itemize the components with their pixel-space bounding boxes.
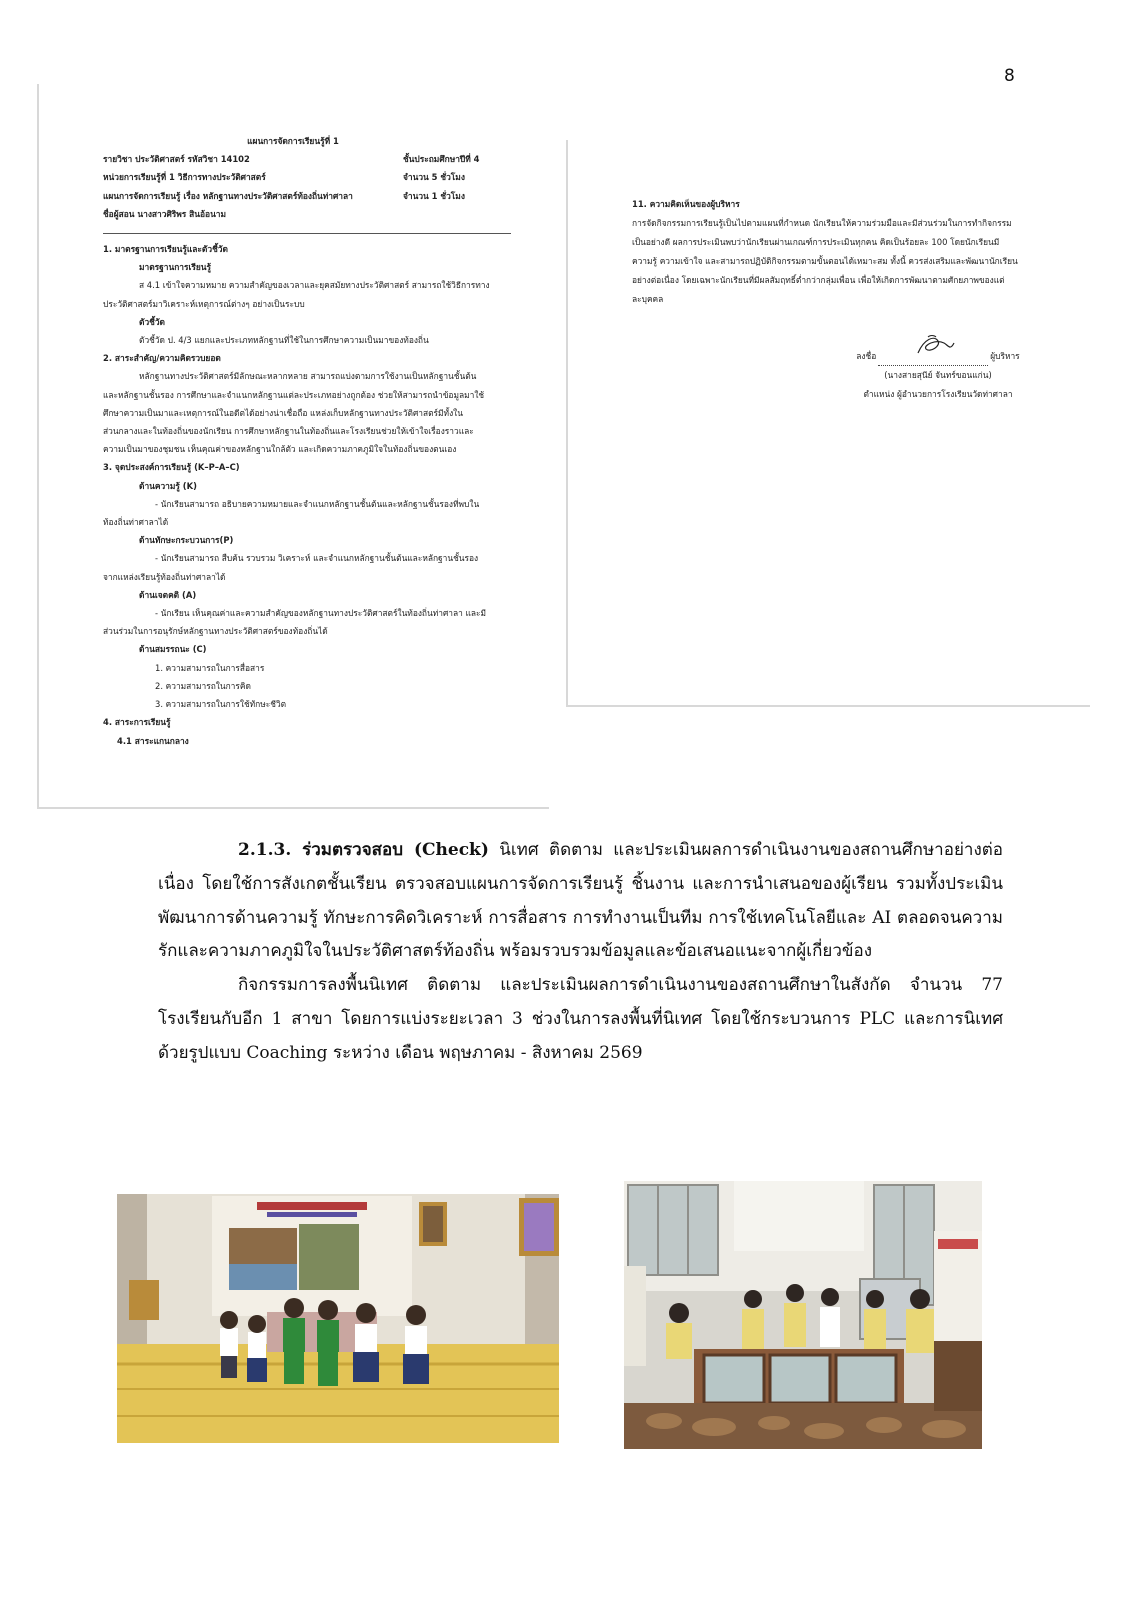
header-left: ชื่อผู้สอน นางสาวศิริพร สินอ้อนาม [103,208,227,219]
lesson-plan-line: หลักฐานทางประวัติศาสตร์มีลักษณะหลากหลาย สามารถแบ่งตามการใช้งานเป็นหลักฐานชั้นต้น [139,371,477,382]
admin-comment-text [632,214,1050,309]
lesson-plan-title: แผนการจัดการเรียนรู้ที่ 1 [247,136,339,146]
lesson-plan-line: 4. สาระการเรียนรู้ [103,717,171,728]
admin-comment-line: อย่างต่อเนื่อง โดยเฉพาะนักเรียนที่มีผลสัมฤทธิ์ต่ำกว่ากลุ่มเพื่อน เพื่อให้เกิดการพัฒนาตามศักยภาพของแต่ [632,275,1005,285]
lesson-plan-line: จากแหล่งเรียนรู้ท้องถิ่นท่าศาลาได้ [103,571,226,582]
header-row [103,205,549,223]
lesson-plan-line: ส่วนกลางและในท้องถิ่นของนักเรียน การศึกษาหลักฐานในท้องถิ่นและโรงเรียนช่วยให้เข้าใจเรื่องราวและ [103,426,474,437]
check-paragraph [158,834,1003,969]
header-left: หน่วยการเรียนรู้ที่ 1 วิธีการทางประวัติศาสตร์ [103,172,266,183]
header-divider [103,233,511,234]
sign-suffix: ผู้บริหาร [990,351,1020,361]
header-right: ชั้นประถมศึกษาปีที่ 4 [403,154,480,165]
lesson-plan-body [103,240,549,750]
admin-comment-line: เป็นอย่างดี ผลการประเมินพบว่านักเรียนผ่านเกณฑ์การประเมินทุกคน คิดเป็นร้อยละ 100 โดยนักเรียนมี [632,237,1000,247]
signature-block [853,347,1023,404]
photo-local-history-museum [624,1181,982,1449]
lesson-plan-scan [37,84,549,809]
lesson-plan-line: มาตรฐานการเรียนรู้ [139,262,211,273]
lesson-plan-line: ด้านความรู้ (K) [139,480,197,491]
lesson-plan-line: ส 4.1 เข้าใจความหมาย ความสำคัญของเวลาและยุคสมัยทางประวัติศาสตร์ สามารถใช้วิธีการทาง [139,280,490,291]
lesson-plan-header [103,150,549,223]
lesson-plan-line: ประวัติศาสตร์มาวิเคราะห์เหตุการณ์ต่างๆ อย่างเป็นระบบ [103,298,305,309]
photo-student-presentation [117,1194,559,1443]
header-row [103,187,549,205]
lesson-plan-line: - นักเรียน เห็นคุณค่าและความสำคัญของหลักฐานทางประวัติศาสตร์ในท้องถิ่นท่าศาลา และมี [155,608,487,619]
header-left: รายวิชา ประวัติศาสตร์ รหัสวิชา 14102 [103,154,250,165]
header-row [103,150,549,168]
page-number: 8 [1004,66,1015,86]
handwritten-signature [914,331,958,361]
lesson-plan-line: ท้องถิ่นท่าศาลาได้ [103,517,169,528]
lesson-plan-line: - นักเรียนสามารถ อธิบายความหมายและจำแนกหลักฐานชั้นต้นและหลักฐานชั้นรองที่พบใน [155,498,480,509]
lesson-plan-line: 1. มาตรฐานการเรียนรู้และตัวชี้วัด [103,244,228,255]
signer-position: ตำแหน่ง ผู้อำนวยการโรงเรียนวัดท่าศาลา [863,389,1013,399]
lesson-plan-line: 4.1 สาระแกนกลาง [117,735,189,746]
section-heading: 2.1.3. ร่วมตรวจสอบ (Check) [238,840,489,860]
lesson-plan-line: ศึกษาความเป็นมาและเหตุการณ์ในอดีตได้อย่างน่าเชื่อถือ แหล่งเก็บหลักฐานทางประวัติศาสตร์มีทั้งใน [103,407,463,418]
lesson-plan-line: 2. สาระสำคัญ/ความคิดรวบยอด [103,353,221,364]
lesson-plan-line: 3. จุดประสงค์การเรียนรู้ (K–P–A–C) [103,462,240,473]
lesson-plan-line: ตัวชี้วัด ป. 4/3 แยกและประเภทหลักฐานที่ใช้ในการศึกษาความเป็นมาของท้องถิ่น [139,335,429,346]
header-row [103,168,549,186]
lesson-plan-line: 3. ความสามารถในการใช้ทักษะชีวิต [155,699,287,710]
admin-comment-line: ความรู้ ความเข้าใจ และสามารถปฏิบัติกิจกรรมตามขั้นตอนได้เหมาะสม ทั้งนี้ ควรส่งเสริมและพัฒนานักเรียน [632,256,1018,266]
admin-comment-line: ละบุคคล [632,294,664,304]
signature-line [878,353,988,366]
lesson-plan-line: 1. ความสามารถในการสื่อสาร [155,662,265,673]
check-paragraph-text: นิเทศ ติดตาม และประเมินผลการดำเนินงานของสถานศึกษาอย่างต่อเนื่อง โดยใช้การสังเกตชั้นเรียน ตรวจสอบแผนการจัดการเรียนรู้ ชิ้นงาน และการนำเสนอของผู้เรียน รวมทั้งประเมินพัฒนาการด้านความรู้ ทักษะการคิดวิเคราะห์ การสื่อสาร การทำงานเป็นทีม การใช้เทคโนโลยีและ AI ตลอดจนความรักและความภาคภูมิใจในประวัติศาสตร์ท้องถิ่น พร้อมรวบรวมข้อมูลและข้อเสนอแนะจากผู้เกี่ยวข้อง [158,840,1003,962]
admin-comment-line: การจัดกิจกรรมการเรียนรู้เป็นไปตามแผนที่กำหนด นักเรียนให้ความร่วมมือและมีส่วนร่วมในการทำกิจกรรม [632,218,1012,228]
admin-comment-heading: 11. ความคิดเห็นของผู้บริหาร [632,199,740,209]
lesson-plan-line: ตัวชี้วัด [139,316,165,327]
supervision-paragraph: กิจกรรมการลงพื้นนิเทศ ติดตาม และประเมินผลการดำเนินงานของสถานศึกษาในสังกัด จำนวน 77 โรงเรียนกับอีก 1 สาขา โดยการแบ่งระยะเวลา 3 ช่วงในการลงพื้นที่นิเทศ โดยใช้กระบวนการ PLC และการนิเทศด้วยรูปแบบ Coaching ระหว่าง เดือน พฤษภาคม - สิงหาคม 2569 [158,975,1003,1063]
lesson-plan-line: ส่วนร่วมในการอนุรักษ์หลักฐานทางประวัติศาสตร์ของท้องถิ่นได้ [103,626,328,637]
presentation-photo-art [117,1194,559,1443]
lesson-plan-line: ด้านทักษะกระบวนการ(P) [139,535,234,546]
header-right: จำนวน 1 ชั่วโมง [403,190,465,201]
admin-comment-scan [566,140,1090,707]
lesson-plan-line: และหลักฐานชั้นรอง การศึกษาและจำแนกหลักฐานแต่ละประเภทอย่างถูกต้อง ช่วยให้สามารถนำข้อมูลมาใช้ [103,389,485,400]
lesson-plan-line: ด้านสมรรถนะ (C) [139,644,207,655]
signer-name: (นางสายสุนีย์ จันทร์ขอนแก่น) [884,370,992,380]
lesson-plan-line: 2. ความสามารถในการคิด [155,680,251,691]
header-right: จำนวน 5 ชั่วโมง [403,172,465,183]
lesson-plan-line: ด้านเจตคติ (A) [139,589,197,600]
lesson-plan-line: ความเป็นมาของชุมชน เห็นคุณค่าของหลักฐานใกล้ตัว และเกิดความภาคภูมิใจในท้องถิ่นของตนเอง [103,444,457,455]
header-left: แผนการจัดการเรียนรู้ เรื่อง หลักฐานทางประวัติศาสตร์ท้องถิ่นท่าศาลา [103,190,353,201]
lesson-plan-line: - นักเรียนสามารถ สืบค้น รวบรวม วิเคราะห์ และจำแนกหลักฐานชั้นต้นและหลักฐานชั้นรอง [155,553,479,564]
body-text [158,834,1003,1071]
sign-prefix: ลงชื่อ [856,351,877,361]
museum-photo-art [624,1181,982,1449]
